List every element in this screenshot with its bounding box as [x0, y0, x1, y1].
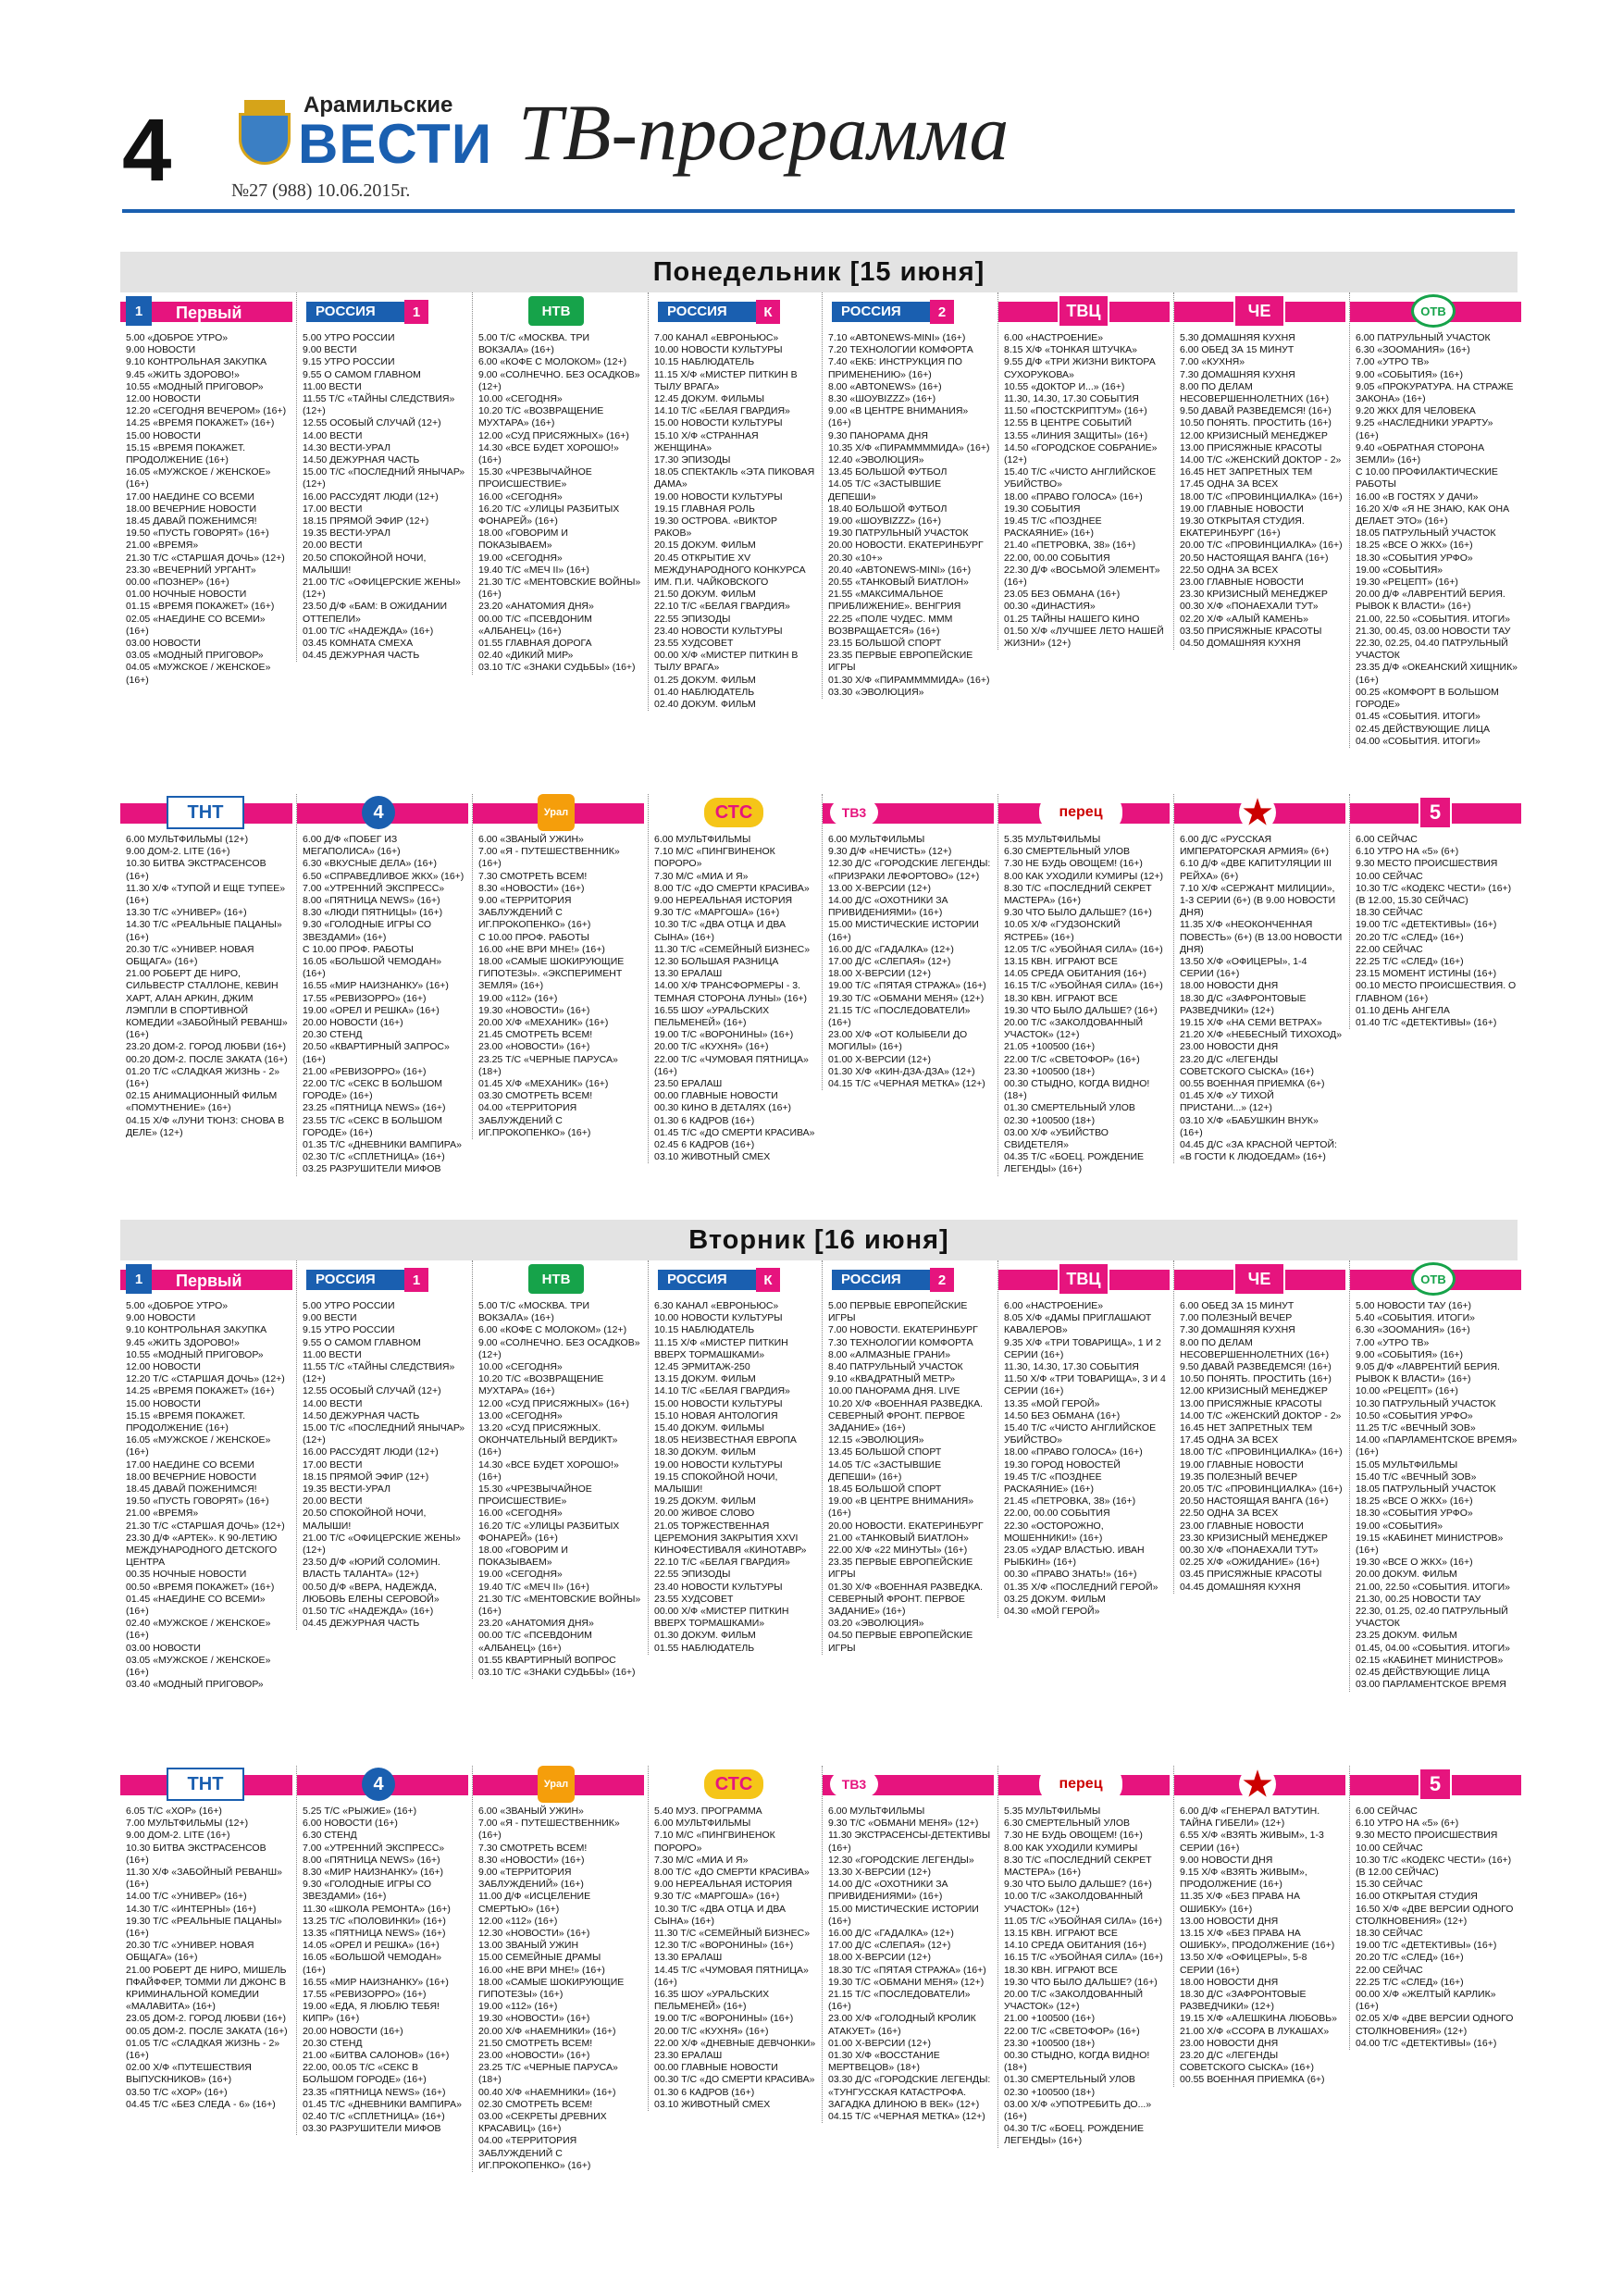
program-list: 6.00 МУЛЬТФИЛЬМЫ 9.30 Т/С «ОБМАНИ МЕНЯ» (12+) 11.30 ЭКСТРАСЕНСЫ-ДЕТЕКТИВЫ (16+) 12.30 «ГОРОДСКИЕ ЛЕГЕНДЫ» 13.30 Х-ВЕРСИИ (12+) 14.00 Д/С «ОХОТНИКИ ЗА ПРИВИДЕНИЯМИ» (16+) 15.00 МИСТИЧЕСКИЕ ИСТОРИИ (16+) 16.00 Д/С «ГАДАЛКА» (12+) 17.00 Д/С «СЛЕПАЯ» (12+) 18.00 Х-ВЕРСИИ (12+) 18.30 Т/С «ПЯТАЯ СТРАЖА» (16+) 19.30 Т/С «ОБМАНИ МЕНЯ» (12+) 21.15 Т/С «ПОСЛЕДОВАТЕЛИ» (16+) 23.00 Х/Ф «ГОЛОДНЫЙ КРОЛИК АТАКУЕТ» (16+) 01.00 Х-ВЕРСИИ (12+) 01.30 Х/Ф «ВОССТАНИЕ МЕРТВЕЦОВ» (18+) 03.30 Д/С «ГОРОДСКИЕ ЛЕГЕНДЫ: «ТУНГУССКАЯ КАТАСТРОФА. ЗАГАДКА ДЛИНОЮ В ВЕК» (12+) 04.15 Т/С «ЧЕРНАЯ МЕТКА» (12+) — [828, 1806, 991, 2123]
program-list: 5.00 Т/С «МОСКВА. ТРИ ВОКЗАЛА» (16+) 6.00 «КОФЕ С МОЛОКОМ» (12+) 9.00 «СОЛНЕЧНО. БЕЗ ОСАДКОВ» (12+) 10.00 «СЕГОДНЯ» 10.20 Т/С «ВОЗВРАЩЕНИЕ МУХТАРА» (16+) 12.00 «СУД ПРИСЯЖНЫХ» (16+) 14.30 «ВСЕ БУДЕТ ХОРОШО!» (16+) 15.30 «ЧРЕЗВЫЧАЙНОЕ ПРОИСШЕСТВИЕ» 16.00 «СЕГОДНЯ» 16.20 Т/С «УЛИЦЫ РАЗБИТЫХ ФОНАРЕЙ» (16+) 18.00 «ГОВОРИМ И ПОКАЗЫВАЕМ» 19.00 «СЕГОДНЯ» 19.40 Т/С «МЕЧ II» (16+) 21.30 Т/С «МЕНТОВСКИЕ ВОЙНЫ» (16+) 23.20 «АНАТОМИЯ ДНЯ» 00.00 Т/С «ПСЕВДОНИМ «АЛБАНЕЦ» (16+) 01.55 ГЛАВНАЯ ДОРОГА 02.40 «ДИКИЙ МИР» 03.10 Т/С «ЗНАКИ СУДЬБЫ» (16+) — [478, 332, 641, 674]
program-list: 5.00 УТРО РОССИИ 9.00 ВЕСТИ 9.15 УТРО РОССИИ 9.55 О САМОМ ГЛАВНОМ 11.00 ВЕСТИ 11.55 Т/С «ТАЙНЫ СЛЕДСТВИЯ» (12+) 12.55 ОСОБЫЙ СЛУЧАЙ (12+) 14.00 ВЕСТИ 14.50 ДЕЖУРНАЯ ЧАСТЬ 15.00 Т/С «ПОСЛЕДНИЙ ЯНЫЧАР» (12+) 16.00 РАССУДЯТ ЛЮДИ (12+) 17.00 ВЕСТИ 18.15 ПРЯМОЙ ЭФИР (12+) 19.35 ВЕСТИ-УРАЛ 20.00 ВЕСТИ 20.50 СПОКОЙНОЙ НОЧИ, МАЛЫШИ! 21.00 Т/С «ОФИЦЕРСКИЕ ЖЕНЫ» (12+) 23.50 Д/Ф «ЮРИЙ СОЛОМИН. ВЛАСТЬ ТАЛАНТА» (12+) 00.50 Д/Ф «ВЕРА, НАДЕЖДА, ЛЮБОВЬ ЕЛЕНЫ СЕРОВОЙ» 01.50 Т/С «НАДЕЖДА» (16+) 04.45 ДЕЖУРНАЯ ЧАСТЬ — [303, 1300, 465, 1630]
channel-logo-тв3 — [823, 1766, 994, 1803]
program-list: 6.00 МУЛЬТФИЛЬМЫ 7.10 М/С «ПИНГВИНЕНОК ПОРОРО» 7.30 М/С «МИА И Я» 8.00 Т/С «ДО СМЕРТИ КРАСИВА» 9.00 НЕРЕАЛЬНАЯ ИСТОРИЯ 9.30 Т/С «МАРГОША» (16+) 10.30 Т/С «ДВА ОТЦА И ДВА СЫНА» (16+) 11.30 Т/С «СЕМЕЙНЫЙ БИЗНЕС» 12.30 БОЛЬШАЯ РАЗНИЦА 13.30 ЕРАЛАШ 14.00 Х/Ф ТРАНСФОРМЕРЫ - 3. ТЕМНАЯ СТОРОНА ЛУНЫ» (16+) 16.55 ШОУ «УРАЛЬСКИХ ПЕЛЬМЕНЕЙ» (16+) 19.00 Т/С «ВОРОНИНЫ» (16+) 20.00 Т/С «КУХНЯ» (16+) 22.00 Т/С «ЧУМОВАЯ ПЯТНИЦА» (16+) 23.50 ЕРАЛАШ 00.00 ГЛАВНЫЕ НОВОСТИ 00.30 КИНО В ДЕТАЛЯХ (16+) 01.30 6 КАДРОВ (16+) 01.45 Т/С «ДО СМЕРТИ КРАСИВА» 02.45 6 КАДРОВ (16+) 03.10 ЖИВОТНЫЙ СМЕХ — [654, 834, 815, 1163]
channel-logo-звезда — [1174, 794, 1345, 831]
tvc-icon: ТВЦ — [1058, 1262, 1109, 1296]
program-list: 5.00 ПЕРВЫЕ ЕВРОПЕЙСКИЕ ИГРЫ 7.00 НОВОСТИ. ЕКАТЕРИНБУРГ 7.30 ТЕХНОЛОГИИ КОМФОРТА 8.00 «АЛМАЗНЫЕ ГРАНИ» 8.40 ПАТРУЛЬНЫЙ УЧАСТОК 9.10 «КВАДРАТНЫЙ МЕТР» 10.00 ПАНОРАМА ДНЯ. LIVE 10.20 Х/Ф «ВОЕННАЯ РАЗВЕДКА. СЕВЕРНЫЙ ФРОНТ. ПЕРВОЕ ЗАДАНИЕ» (16+) 12.15 «ЭВОЛЮЦИЯ» 13.45 БОЛЬШОЙ СПОРТ 14.05 Т/С «ЗАСТЫВШИЕ ДЕПЕШИ» (16+) 18.45 БОЛЬШОЙ СПОРТ 19.00 «В ЦЕНТРЕ ВНИМАНИЯ» (16+) 20.00 НОВОСТИ. ЕКАТЕРИНБУРГ 21.00 «ТАНКОВЫЙ БИАТЛОН» 22.00 Х/Ф «22 МИНУТЫ» (16+) 23.35 ПЕРВЫЕ ЕВРОПЕЙСКИЕ ИГРЫ 01.30 Х/Ф «ВОЕННАЯ РАЗВЕДКА. СЕВЕРНЫЙ ФРОНТ. ПЕРВОЕ ЗАДАНИЕ» (16+) 03.20 «ЭВОЛЮЦИЯ» 04.50 ПЕРВЫЕ ЕВРОПЕЙСКИЕ ИГРЫ — [828, 1300, 984, 1654]
channel-logo-5 — [1350, 794, 1521, 831]
zvezda-star-icon: ★ — [1239, 794, 1276, 831]
otv-icon: ОТВ — [1411, 1262, 1456, 1296]
day-title: Понедельник [15 июня] — [652, 257, 985, 287]
channel-five-icon: 5 — [1419, 796, 1452, 829]
channel-name: Первый — [176, 1272, 242, 1290]
header-rule — [122, 209, 1515, 213]
program-list: 6.00 МУЛЬТФИЛЬМЫ (12+) 9.00 ДОМ-2. LITE (16+) 10.30 БИТВА ЭКСТРАСЕНСОВ (16+) 11.30 Х/Ф «ТУПОЙ И ЕЩЕ ТУПЕЕ» (16+) 13.30 Т/С «УНИВЕР» (16+) 14.30 Т/С «РЕАЛЬНЫЕ ПАЦАНЫ» (16+) 20.30 Т/С «УНИВЕР. НОВАЯ ОБЩАГА» (16+) 21.00 РОБЕРТ ДЕ НИРО, СИЛЬВЕСТР СТАЛЛОНЕ, КЕВИН ХАРТ, АЛАН АРКИН, ДЖИМ ЛЭМПЛИ В СПОРТИВНОЙ КОМЕДИИ «ЗАБОЙНЫЙ РЕВАНШ» (16+) 23.20 ДОМ-2. ГОРОД ЛЮБВИ (16+) 00.20 ДОМ-2. ПОСЛЕ ЗАКАТА (16+) 01.20 Т/С «СЛАДКАЯ ЖИЗНЬ - 2» (16+) 02.15 АНИМАЦИОННЫЙ ФИЛЬМ «ПОМУТНЕНИЕ» (16+) 04.15 Х/Ф «ЛУНИ ТЮНЗ: СНОВА В ДЕЛЕ» (12+) — [126, 834, 288, 1138]
channel-name: РОССИЯ — [841, 304, 901, 319]
channel-name: РОССИЯ — [316, 304, 376, 319]
channel-column — [1349, 1260, 1521, 1692]
ntv-icon: НТВ — [528, 1264, 584, 1294]
channel-column — [822, 1260, 994, 1655]
channel-column — [472, 1260, 644, 1679]
channel-logo-россия-1 — [297, 1260, 468, 1297]
channel-column — [296, 794, 468, 1176]
channel-logo-че — [1174, 1260, 1345, 1297]
channel-logo-тв3 — [823, 794, 994, 831]
che-icon: ЧЕ — [1233, 1262, 1285, 1296]
ntv-icon: НТВ — [528, 296, 584, 326]
channel-column — [822, 1766, 994, 2123]
channel-logo-россия-к — [649, 1260, 820, 1297]
channel-name: Первый — [176, 304, 242, 322]
program-list: 6.05 Т/С «ХОР» (16+) 7.00 МУЛЬТФИЛЬМЫ (12+) 9.00 ДОМ-2. LITE (16+) 10.30 БИТВА ЭКСТРАСЕНСОВ (16+) 11.30 Х/Ф «ЗАБОЙНЫЙ РЕВАНШ» (16+) 14.00 Т/С «УНИВЕР» (16+) 14.30 Т/С «ИНТЕРНЫ» (16+) 19.30 Т/С «РЕАЛЬНЫЕ ПАЦАНЫ» (16+) 20.30 Т/С «УНИВЕР. НОВАЯ ОБЩАГА» (16+) 21.00 РОБЕРТ ДЕ НИРО, МИШЕЛЬ ПФАЙФФЕР, ТОММИ ЛИ ДЖОНС В КРИМИНАЛЬНОЙ КОМЕДИИ «МАЛАВИТА» (16+) 23.05 ДОМ-2. ГОРОД ЛЮБВИ (16+) 00.05 ДОМ-2. ПОСЛЕ ЗАКАТА (16+) 01.05 Т/С «СЛАДКАЯ ЖИЗНЬ - 2» (16+) 02.00 Х/Ф «ПУТЕШЕСТВИЯ ВЫПУСКНИКОВ» (16+) 03.50 Т/С «ХОР» (16+) 04.45 Т/С «БЕЗ СЛЕДА - 6» (16+) — [126, 1806, 288, 2110]
channel-column — [822, 292, 994, 699]
ural-icon: Урал — [538, 794, 575, 831]
channel-name: РОССИЯ — [841, 1272, 901, 1287]
channel-column — [997, 292, 1170, 650]
otv-icon: ОТВ — [1411, 294, 1456, 328]
channel-logo-урал — [473, 794, 644, 831]
channel-number-icon: 2 — [930, 1268, 954, 1292]
program-list: 6.00 «НАСТРОЕНИЕ» 8.15 Х/Ф «ТОНКАЯ ШТУЧКА» 9.55 Д/Ф «ТРИ ЖИЗНИ ВИКТОРА СУХОРУКОВА» 10.55 «ДОКТОР И...» (16+) 11.30, 14.30, 17.30 СОБЫТИЯ 11.50 «ПОСТСКРИПТУМ» (16+) 12.55 В ЦЕНТРЕ СОБЫТИЙ 13.55 «ЛИНИЯ ЗАЩИТЫ» (16+) 14.50 «ГОРОДСКОЕ СОБРАНИЕ» (12+) 15.40 Т/С «ЧИСТО АНГЛИЙСКОЕ УБИЙСТВО» 18.00 «ПРАВО ГОЛОСА» (16+) 19.30 СОБЫТИЯ 19.45 Т/С «ПОЗДНЕЕ РАСКАЯНИЕ» (16+) 21.40 «ПЕТРОВКА, 38» (16+) 22.00, 00.00 СОБЫТИЯ 22.30 Д/Ф «ВОСЬМОЙ ЭЛЕМЕНТ» (16+) 23.05 БЕЗ ОБМАНА (16+) 00.30 «ДИНАСТИЯ» 01.25 ТАЙНЫ НАШЕГО КИНО 01.50 Х/Ф «ЛУЧШЕЕ ЛЕТО НАШЕЙ ЖИЗНИ» (12+) — [1004, 332, 1164, 650]
program-list: 6.00 СЕЙЧАС 6.10 УТРО НА «5» (6+) 9.30 МЕСТО ПРОИСШЕСТВИЯ 10.00 СЕЙЧАС 10.30 Т/С «КОДЕКС ЧЕСТИ» (16+) (В 12.00 СЕЙЧАС) 15.30 СЕЙЧАС 16.00 ОТКРЫТАЯ СТУДИЯ 16.50 Х/Ф «ДВЕ ВЕРСИИ ОДНОГО СТОЛКНОВЕНИЯ» (12+) 18.30 СЕЙЧАС 19.00 Т/С «ДЕТЕКТИВЫ» (16+) 20.20 Т/С «СЛЕД» (16+) 22.00 СЕЙЧАС 22.25 Т/С «СЛЕД» (16+) 00.00 Х/Ф «ЖЕЛТЫЙ КАРЛИК» (16+) 02.05 Х/Ф «ДВЕ ВЕРСИИ ОДНОГО СТОЛКНОВЕНИЯ» (12+) 04.00 Т/С «ДЕТЕКТИВЫ» (16+) — [1356, 1806, 1514, 2049]
program-list: 5.00 Т/С «МОСКВА. ТРИ ВОКЗАЛА» (16+) 6.00 «КОФЕ С МОЛОКОМ» (12+) 9.00 «СОЛНЕЧНО. БЕЗ ОСАДКОВ» (12+) 10.00 «СЕГОДНЯ» 10.20 Т/С «ВОЗВРАЩЕНИЕ МУХТАРА» (16+) 12.00 «СУД ПРИСЯЖНЫХ» (16+) 13.00 «СЕГОДНЯ» 13.20 «СУД ПРИСЯЖНЫХ. ОКОНЧАТЕЛЬНЫЙ ВЕРДИКТ» (16+) 14.30 «ВСЕ БУДЕТ ХОРОШО!» (16+) 15.30 «ЧРЕЗВЫЧАЙНОЕ ПРОИСШЕСТВИЕ» 16.00 «СЕГОДНЯ» 16.20 Т/С «УЛИЦЫ РАЗБИТЫХ ФОНАРЕЙ» (16+) 18.00 «ГОВОРИМ И ПОКАЗЫВАЕМ» 19.00 «СЕГОДНЯ» 19.40 Т/С «МЕЧ II» (16+) 21.30 Т/С «МЕНТОВСКИЕ ВОЙНЫ» (16+) 23.20 «АНАТОМИЯ ДНЯ» 00.00 Т/С «ПСЕВДОНИМ «АЛБАНЕЦ» (16+) 01.55 КВАРТИРНЫЙ ВОПРОС 03.10 Т/С «ЗНАКИ СУДЬБЫ» (16+) — [478, 1300, 641, 1679]
channel-column — [1349, 1766, 1521, 2050]
channel-column — [296, 1260, 468, 1630]
program-list: 6.00 Д/Ф «ГЕНЕРАЛ ВАТУТИН. ТАЙНА ГИБЕЛИ» (12+) 6.55 Х/Ф «ВЗЯТЬ ЖИВЫМ», 1-3 СЕРИИ (16+) 9.00 НОВОСТИ ДНЯ 9.15 Х/Ф «ВЗЯТЬ ЖИВЫМ», ПРОДОЛЖЕНИЕ (16+) 11.35 Х/Ф «БЕЗ ПРАВА НА ОШИБКУ» (16+) 13.00 НОВОСТИ ДНЯ 13.15 Х/Ф «БЕЗ ПРАВА НА ОШИБКУ», ПРОДОЛЖЕНИЕ (16+) 13.50 Х/Ф «ОФИЦЕРЫ», 5-8 СЕРИИ (16+) 18.00 НОВОСТИ ДНЯ 18.30 Д/С «ЗАФРОНТОВЫЕ РАЗВЕДЧИКИ» (12+) 19.15 Х/Ф «АЛЕШКИНА ЛЮБОВЬ» 21.00 Х/Ф «ССОРА В ЛУКАШАХ» 23.00 НОВОСТИ ДНЯ 23.20 Д/С «ЛЕГЕНДЫ СОВЕТСКОГО СЫСКА» (16+) 00.55 ВОЕННАЯ ПРИЕМКА (6+) — [1180, 1806, 1337, 2086]
channel-column — [296, 1766, 468, 2135]
channel-one-icon: 1 — [126, 296, 152, 326]
channel-logo-урал — [473, 1766, 644, 1803]
program-list: 6.00 ОБЕД ЗА 15 МИНУТ 7.00 ПОЛЕЗНЫЙ ВЕЧЕР 7.30 ДОМАШНЯЯ КУХНЯ 8.00 ПО ДЕЛАМ НЕСОВЕРШЕННОЛЕТНИХ (16+) 9.50 ДАВАЙ РАЗВЕДЕМСЯ! (16+) 10.50 ПОНЯТЬ. ПРОСТИТЬ (16+) 12.00 КРИЗИСНЫЙ МЕНЕДЖЕР 13.00 ПРИСЯЖНЫЕ КРАСОТЫ 14.00 Т/С «ЖЕНСКИЙ ДОКТОР - 2» 16.45 НЕТ ЗАПРЕТНЫХ ТЕМ 17.45 ОДНА ЗА ВСЕХ 18.00 Т/С «ПРОВИНЦИАЛКА» (16+) 19.00 ГЛАВНЫЕ НОВОСТИ 19.35 ПОЛЕЗНЫЙ ВЕЧЕР 20.05 Т/С «ПРОВИНЦИАЛКА» (16+) 20.50 НАСТОЯЩАЯ ВАНГА (16+) 22.50 ОДНА ЗА ВСЕХ 23.00 ГЛАВНЫЕ НОВОСТИ 23.30 КРИЗИСНЫЙ МЕНЕДЖЕР 00.30 Х/Ф «ПОНАЕХАЛИ ТУТ» 02.25 Х/Ф «ОЖИДАНИЕ» (16+) 03.45 ПРИСЯЖНЫЕ КРАСОТЫ 04.45 ДОМАШНЯЯ КУХНЯ — [1180, 1300, 1343, 1593]
channel-logo-перец — [998, 1766, 1170, 1803]
channel-logo-стс — [649, 794, 820, 831]
channel-column — [1173, 292, 1345, 650]
channel-column — [1173, 1260, 1345, 1594]
channel-logo-россия-1 — [297, 292, 468, 329]
channel-logo-4-канал — [297, 794, 468, 831]
channel-logo-стс — [649, 1766, 820, 1803]
channel-number-icon: К — [756, 300, 780, 324]
program-list: 6.00 «НАСТРОЕНИЕ» 8.05 Х/Ф «ДАМЫ ПРИГЛАШАЮТ КАВАЛЕРОВ» 9.35 Х/Ф «ТРИ ТОВАРИЩА», 1 И 2 СЕРИИ (16+) 11.30, 14.30, 17.30 СОБЫТИЯ 11.50 Х/Ф «ТРИ ТОВАРИЩА», 3 И 4 СЕРИИ (16+) 13.35 «МОЙ ГЕРОЙ» 14.50 БЕЗ ОБМАНА (16+) 15.40 Т/С «ЧИСТО АНГЛИЙСКОЕ УБИЙСТВО» 18.00 «ПРАВО ГОЛОСА» (16+) 19.30 ГОРОД НОВОСТЕЙ 19.45 Т/С «ПОЗДНЕЕ РАСКАЯНИЕ» (16+) 21.45 «ПЕТРОВКА, 38» (16+) 22.00, 00.00 СОБЫТИЯ 22.30 «ОСТОРОЖНО, МОШЕННИКИ!» (16+) 23.05 «УДАР ВЛАСТЬЮ. ИВАН РЫБКИН» (16+) 00.30 «ПРАВО ЗНАТЬ!» (16+) 01.35 Х/Ф «ПОСЛЕДНИЙ ГЕРОЙ» 03.25 ДОКУМ. ФИЛЬМ 04.30 «МОЙ ГЕРОЙ» — [1004, 1300, 1166, 1618]
channel-logo-твц — [998, 292, 1170, 329]
program-list: 6.00 Д/С «РУССКАЯ ИМПЕРАТОРСКАЯ АРМИЯ» (6+) 6.10 Д/Ф «ДВЕ КАПИТУЛЯЦИИ III РЕЙХА» (6+) 7.10 Х/Ф «СЕРЖАНТ МИЛИЦИИ», 1-3 СЕРИИ (6+) (В 9.00 НОВОСТИ ДНЯ) 11.35 Х/Ф «НЕОКОНЧЕННАЯ ПОВЕСТЬ» (6+) (В 13.00 НОВОСТИ ДНЯ) 13.50 Х/Ф «ОФИЦЕРЫ», 1-4 СЕРИИ (16+) 18.00 НОВОСТИ ДНЯ 18.30 Д/С «ЗАФРОНТОВЫЕ РАЗВЕДЧИКИ» (12+) 19.15 Х/Ф «НА СЕМИ ВЕТРАХ» 21.20 Х/Ф «НЕБЕСНЫЙ ТИХОХОД» 23.00 НОВОСТИ ДНЯ 23.20 Д/С «ЛЕГЕНДЫ СОВЕТСКОГО СЫСКА» (16+) 00.55 ВОЕННАЯ ПРИЕМКА (6+) 01.45 Х/Ф «У ТИХОЙ ПРИСТАНИ...» (12+) 03.10 Х/Ф «БАБУШКИН ВНУК» (16+) 04.45 Д/С «ЗА КРАСНОЙ ЧЕРТОЙ: «В ГОСТИ К ЛЮДОЕДАМ» (16+) — [1180, 834, 1343, 1163]
logo-top-text: Арамильские — [304, 93, 453, 118]
channel-column — [648, 292, 820, 711]
program-list: 7.00 КАНАЛ «ЕВРОНЬЮС» 10.00 НОВОСТИ КУЛЬТУРЫ 10.15 НАБЛЮДАТЕЛЬ 11.15 Х/Ф «МИСТЕР ПИТКИН В ТЫЛУ ВРАГА» 12.45 ДОКУМ. ФИЛЬМЫ 14.10 Т/С «БЕЛАЯ ГВАРДИЯ» 15.00 НОВОСТИ КУЛЬТУРЫ 15.10 Х/Ф «СТРАННАЯ ЖЕНЩИНА» 17.30 ЭПИЗОДЫ 18.05 СПЕКТАКЛЬ «ЭТА ПИКОВАЯ ДАМА» 19.00 НОВОСТИ КУЛЬТУРЫ 19.15 ГЛАВНАЯ РОЛЬ 19.30 ОСТРОВА. «ВИКТОР РАКОВ» 20.15 ДОКУМ. ФИЛЬМ 20.45 ОТКРЫТИЕ XV МЕЖДУНАРОДНОГО КОНКУРСА ИМ. П.И. ЧАЙКОВСКОГО 21.50 ДОКУМ. ФИЛЬМ 22.10 Т/С «БЕЛАЯ ГВАРДИЯ» 22.55 ЭПИЗОДЫ 23.40 НОВОСТИ КУЛЬТУРЫ 23.55 ХУДСОВЕТ 00.00 Х/Ф «МИСТЕР ПИТКИН В ТЫЛУ ВРАГА» 01.25 ДОКУМ. ФИЛЬМ 01.40 НАБЛЮДАТЕЛЬ 02.40 ДОКУМ. ФИЛЬМ — [654, 332, 815, 711]
channel-logo-твц — [998, 1260, 1170, 1297]
channel-logo-нтв — [473, 292, 644, 329]
day-heading — [120, 1220, 1518, 1260]
program-list: 5.35 МУЛЬТФИЛЬМЫ 6.30 СМЕРТЕЛЬНЫЙ УЛОВ 7.30 НЕ БУДЬ ОВОЩЕМ! (16+) 8.00 КАК УХОДИЛИ КУМИРЫ 8.30 Т/С «ПОСЛЕДНИЙ СЕКРЕТ МАСТЕРА» (16+) 9.30 ЧТО БЫЛО ДАЛЬШЕ? (16+) 10.00 Т/С «ЗАКОЛДОВАННЫЙ УЧАСТОК» (12+) 11.05 Т/С «УБОЙНАЯ СИЛА» (16+) 13.15 КВН. ИГРАЮТ ВСЕ 14.10 СРЕДА ОБИТАНИЯ (16+) 16.15 Т/С «УБОЙНАЯ СИЛА» (16+) 18.30 КВН. ИГРАЮТ ВСЕ 19.30 ЧТО БЫЛО ДАЛЬШЕ? (16+) 20.00 Т/С «ЗАКОЛДОВАННЫЙ УЧАСТОК» (12+) 21.00 +100500 (16+) 22.00 Т/С «СВЕТОФОР» (16+) 23.30 +100500 (18+) 00.30 СТЫДНО, КОГДА ВИДНО! (18+) 01.30 СМЕРТЕЛЬНЫЙ УЛОВ 02.30 +100500 (18+) 03.00 Х/Ф «УПОТРЕБИТЬ ДО...» (16+) 04.30 Т/С «БОЕЦ. РОЖДЕНИЕ ЛЕГЕНДЫ» (16+) — [1004, 1806, 1163, 2147]
program-list: 5.00 «ДОБРОЕ УТРО» 9.00 НОВОСТИ 9.10 КОНТРОЛЬНАЯ ЗАКУПКА 9.45 «ЖИТЬ ЗДОРОВО!» 10.55 «МОДНЫЙ ПРИГОВОР» 12.00 НОВОСТИ 12.20 «СЕГОДНЯ ВЕЧЕРОМ» (16+) 14.25 «ВРЕМЯ ПОКАЖЕТ» (16+) 15.00 НОВОСТИ 15.15 «ВРЕМЯ ПОКАЖЕТ. ПРОДОЛЖЕНИЕ (16+) 16.05 «МУЖСКОЕ / ЖЕНСКОЕ» (16+) 17.00 НАЕДИНЕ СО ВСЕМИ 18.00 ВЕЧЕРНИЕ НОВОСТИ 18.45 ДАВАЙ ПОЖЕНИМСЯ! 19.50 «ПУСТЬ ГОВОРЯТ» (16+) 21.00 «ВРЕМЯ» 21.30 Т/С «СТАРШАЯ ДОЧЬ» (12+) 23.30 «ВЕЧЕРНИЙ УРГАНТ» 00.00 «ПОЗНЕР» (16+) 01.00 НОЧНЫЕ НОВОСТИ 01.15 «ВРЕМЯ ПОКАЖЕТ» (16+) 02.05 «НАЕДИНЕ СО ВСЕМИ» (16+) 03.00 НОВОСТИ 03.05 «МОДНЫЙ ПРИГОВОР» 04.05 «МУЖСКОЕ / ЖЕНСКОЕ» (16+) — [126, 332, 287, 686]
program-list: 5.25 Т/С «РЫЖИЕ» (16+) 6.00 НОВОСТИ (16+) 6.30 СТЕНД 7.00 «УТРЕННИЙ ЭКСПРЕСС» 8.00 «ПЯТНИЦА NEWS» (16+) 8.30 «МИР НАИЗНАНКУ» (16+) 9.30 «ГОЛОДНЫЕ ИГРЫ СО ЗВЕЗДАМИ» (16+) 11.30 «ШКОЛА РЕМОНТА» (16+) 13.25 Т/С «ПОЛОВИНКИ» (16+) 13.35 «ПЯТНИЦА NEWS» (16+) 14.05 «ОРЕЛ И РЕШКА» (16+) 16.05 «БОЛЬШОЙ ЧЕМОДАН» (16+) 16.55 «МИР НАИЗНАНКУ» (16+) 17.55 «РЕВИЗОРРО» (16+) 19.00 «ЕДА, Я ЛЮБЛЮ ТЕБЯ! КИПР» (16+) 20.00 НОВОСТИ (16+) 20.30 СТЕНД 21.00 «БИТВА САЛОНОВ» (16+) 22.00, 00.05 Т/С «СЕКС В БОЛЬШОМ ГОРОДЕ» (16+) 23.35 «ПЯТНИЦА NEWS» (16+) 01.45 Т/С «ДНЕВНИКИ ВАМПИРА» 02.40 Т/С «СПЛЕТНИЦА» (16+) 03.30 РАЗРУШИТЕЛИ МИФОВ — [303, 1806, 462, 2135]
channel-four-icon: 4 — [362, 1768, 395, 1801]
channel-logo-тнт — [120, 794, 292, 831]
zvezda-star-icon: ★ — [1239, 1766, 1276, 1803]
program-list: 5.30 ДОМАШНЯЯ КУХНЯ 6.00 ОБЕД ЗА 15 МИНУТ 7.00 «КУХНЯ» 7.30 ДОМАШНЯЯ КУХНЯ 8.00 ПО ДЕЛАМ НЕСОВЕРШЕННОЛЕТНИХ (16+) 9.50 ДАВАЙ РАЗВЕДЕМСЯ! (16+) 10.50 ПОНЯТЬ. ПРОСТИТЬ (16+) 12.00 КРИЗИСНЫЙ МЕНЕДЖЕР 13.00 ПРИСЯЖНЫЕ КРАСОТЫ 14.00 Т/С «ЖЕНСКИЙ ДОКТОР - 2» 16.45 НЕТ ЗАПРЕТНЫХ ТЕМ 17.45 ОДНА ЗА ВСЕХ 18.00 Т/С «ПРОВИНЦИАЛКА» (16+) 19.00 ГЛАВНЫЕ НОВОСТИ 19.30 ОТКРЫТАЯ СТУДИЯ. ЕКАТЕРИНБУРГ (16+) 20.00 Т/С «ПРОВИНЦИАЛКА» (16+) 20.50 НАСТОЯЩАЯ ВАНГА (16+) 22.50 ОДНА ЗА ВСЕХ 23.00 ГЛАВНЫЕ НОВОСТИ 23.30 КРИЗИСНЫЙ МЕНЕДЖЕР 00.30 Х/Ф «ПОНАЕХАЛИ ТУТ» 02.20 Х/Ф «АЛЫЙ КАМЕНЬ» 03.50 ПРИСЯЖНЫЕ КРАСОТЫ 04.50 ДОМАШНЯЯ КУХНЯ — [1180, 332, 1343, 650]
channel-number-icon: 1 — [404, 1268, 428, 1292]
channel-logo-перец — [998, 794, 1170, 831]
channel-column — [120, 1260, 292, 1692]
channel-logo-нтв — [473, 1260, 644, 1297]
channel-logo-россия-2 — [823, 1260, 994, 1297]
page-title: ТВ-программа — [518, 88, 1010, 177]
channel-column — [120, 292, 292, 687]
channel-four-icon: 4 — [362, 796, 395, 829]
channel-logo-4-канал — [297, 1766, 468, 1803]
channel-name: РОССИЯ — [667, 1272, 727, 1287]
channel-logo-че — [1174, 292, 1345, 329]
program-list: 6.00 «ЗВАНЫЙ УЖИН» 7.00 «Я - ПУТЕШЕСТВЕННИК» (16+) 7.30 СМОТРЕТЬ ВСЕМ! 8.30 «НОВОСТИ» (16+) 9.00 «ТЕРРИТОРИЯ ЗАБЛУЖДЕНИЙ С ИГ.ПРОКОПЕНКО» (16+) С 10.00 ПРОФ. РАБОТЫ 16.00 «НЕ ВРИ МНЕ!» (16+) 18.00 «САМЫЕ ШОКИРУЮЩИЕ ГИПОТЕЗЫ». «ЭКСПЕРИМЕНТ ЗЕМЛЯ» (16+) 19.00 «112» (16+) 19.30 «НОВОСТИ» (16+) 20.00 Х/Ф «МЕХАНИК» (16+) 21.45 СМОТРЕТЬ ВСЕМ! 23.00 «НОВОСТИ» (16+) 23.25 Т/С «ЧЕРНЫЕ ПАРУСА» (18+) 01.45 Х/Ф «МЕХАНИК» (16+) 03.30 СМОТРЕТЬ ВСЕМ! 04.00 «ТЕРРИТОРИЯ ЗАБЛУЖДЕНИЙ С ИГ.ПРОКОПЕНКО» (16+) — [478, 834, 625, 1138]
channel-column — [997, 794, 1170, 1176]
logo-big-text: ВЕСТИ — [298, 113, 492, 175]
channel-logo-россия-2 — [823, 292, 994, 329]
program-list: 5.00 УТРО РОССИИ 9.00 ВЕСТИ 9.15 УТРО РОССИИ 9.55 О САМОМ ГЛАВНОМ 11.00 ВЕСТИ 11.55 Т/С «ТАЙНЫ СЛЕДСТВИЯ» (12+) 12.55 ОСОБЫЙ СЛУЧАЙ (12+) 14.00 ВЕСТИ 14.30 ВЕСТИ-УРАЛ 14.50 ДЕЖУРНАЯ ЧАСТЬ 15.00 Т/С «ПОСЛЕДНИЙ ЯНЫЧАР» (12+) 16.00 РАССУДЯТ ЛЮДИ (12+) 17.00 ВЕСТИ 18.15 ПРЯМОЙ ЭФИР (12+) 19.35 ВЕСТИ-УРАЛ 20.00 ВЕСТИ 20.50 СПОКОЙНОЙ НОЧИ, МАЛЫШИ! 21.00 Т/С «ОФИЦЕРСКИЕ ЖЕНЫ» (12+) 23.50 Д/Ф «БАМ: В ОЖИДАНИИ ОТТЕПЕЛИ» 01.00 Т/С «НАДЕЖДА» (16+) 03.45 КОМНАТА СМЕХА 04.45 ДЕЖУРНАЯ ЧАСТЬ — [303, 332, 465, 662]
program-list: 6.00 МУЛЬТФИЛЬМЫ 9.30 Д/Ф «НЕЧИСТЬ» (12+) 12.30 Д/С «ГОРОДСКИЕ ЛЕГЕНДЫ: «ПРИЗРАКИ ЛЕФОРТОВО» (12+) 13.00 Х-ВЕРСИИ (12+) 14.00 Д/С «ОХОТНИКИ ЗА ПРИВИДЕНИЯМИ» (16+) 15.00 МИСТИЧЕСКИЕ ИСТОРИИ (16+) 16.00 Д/С «ГАДАЛКА» (12+) 17.00 Д/С «СЛЕПАЯ» (12+) 18.00 Х-ВЕРСИИ (12+) 19.00 Т/С «ПЯТАЯ СТРАЖА» (16+) 19.30 Т/С «ОБМАНИ МЕНЯ» (12+) 21.15 Т/С «ПОСЛЕДОВАТЕЛИ» (16+) 23.00 Х/Ф «ОТ КОЛЫБЕЛИ ДО МОГИЛЫ» (16+) 01.00 Х-ВЕРСИИ (12+) 01.30 Х/Ф «КИН-ДЗА-ДЗА» (12+) 04.15 Т/С «ЧЕРНАЯ МЕТКА» (12+) — [828, 834, 991, 1090]
channel-number-icon: 1 — [404, 300, 428, 324]
tvc-icon: ТВЦ — [1058, 294, 1109, 328]
channel-column — [472, 1766, 644, 2172]
channel-column — [1349, 292, 1521, 748]
ural-icon: Урал — [538, 1766, 575, 1803]
channel-column — [997, 1260, 1170, 1618]
sts-icon: СТС — [704, 798, 763, 827]
channel-logo-россия-к — [649, 292, 820, 329]
day-title: Вторник [16 июня] — [688, 1225, 949, 1255]
program-list: 5.35 МУЛЬТФИЛЬМЫ 6.30 СМЕРТЕЛЬНЫЙ УЛОВ 7.30 НЕ БУДЬ ОВОЩЕМ! (16+) 8.00 КАК УХОДИЛИ КУМИРЫ (12+) 8.30 Т/С «ПОСЛЕДНИЙ СЕКРЕТ МАСТЕРА» (16+) 9.30 ЧТО БЫЛО ДАЛЬШЕ? (16+) 10.05 Х/Ф «ГУДЗОНСКИЙ ЯСТРЕБ» (16+) 12.05 Т/С «УБОЙНАЯ СИЛА» (16+) 13.15 КВН. ИГРАЮТ ВСЕ 14.05 СРЕДА ОБИТАНИЯ (16+) 16.15 Т/С «УБОЙНАЯ СИЛА» (16+) 18.30 КВН. ИГРАЮТ ВСЕ 19.30 ЧТО БЫЛО ДАЛЬШЕ? (16+) 20.00 Т/С «ЗАКОЛДОВАННЫЙ УЧАСТОК» (12+) 21.05 +100500 (16+) 22.00 Т/С «СВЕТОФОР» (16+) 23.30 +100500 (18+) 00.30 СТЫДНО, КОГДА ВИДНО! (18+) 01.30 СМЕРТЕЛЬНЫЙ УЛОВ 02.30 +100500 (18+) 03.00 Х/Ф «УБИЙСТВО СВИДЕТЕЛЯ» 04.35 Т/С «БОЕЦ. РОЖДЕНИЕ ЛЕГЕНДЫ» (16+) — [1004, 834, 1163, 1175]
channel-column — [120, 794, 292, 1139]
channel-logo-отв — [1350, 292, 1521, 329]
channel-one-icon: 1 — [126, 1264, 152, 1294]
channel-logo-тнт — [120, 1766, 292, 1803]
tv3-icon: ТВ3 — [830, 1771, 878, 1797]
program-list: 5.40 МУЗ. ПРОГРАММА 6.00 МУЛЬТФИЛЬМЫ 7.10 М/С «ПИНГВИНЕНОК ПОРОРО» 7.30 М/С «МИА И Я» 8.00 Т/С «ДО СМЕРТИ КРАСИВА» 9.00 НЕРЕАЛЬНАЯ ИСТОРИЯ 9.30 Т/С «МАРГОША» (16+) 10.30 Т/С «ДВА ОТЦА И ДВА СЫНА» (16+) 11.30 Т/С «СЕМЕЙНЫЙ БИЗНЕС» 12.30 Т/С «ВОРОНИНЫ» (16+) 13.30 ЕРАЛАШ 14.45 Т/С «ЧУМОВАЯ ПЯТНИЦА» (16+) 16.35 ШОУ «УРАЛЬСКИХ ПЕЛЬМЕНЕЙ» (16+) 19.00 Т/С «ВОРОНИНЫ» (16+) 20.00 Т/С «КУХНЯ» (16+) 22.00 Х/Ф «ДНЕВНЫЕ ДЕВЧОНКИ» 23.30 ЕРАЛАШ 00.00 ГЛАВНЫЕ НОВОСТИ 00.30 Т/С «ДО СМЕРТИ КРАСИВА» 01.30 6 КАДРОВ (16+) 03.10 ЖИВОТНЫЙ СМЕХ — [654, 1806, 816, 2110]
channel-five-icon: 5 — [1419, 1768, 1452, 1801]
program-list: 5.00 НОВОСТИ ТАУ (16+) 5.40 «СОБЫТИЯ. ИТОГИ» 6.30 «ЗООМАНИЯ» (16+) 7.00 «УТРО ТВ» 9.00 «СОБЫТИЯ» (16+) 9.05 Д/Ф «ЛАВРЕНТИЙ БЕРИЯ. РЫВОК К ВЛАСТИ» (16+) 10.00 «РЕЦЕПТ» (16+) 10.30 ПАТРУЛЬНЫЙ УЧАСТОК 10.50 «СОБЫТИЯ УРФО» 11.25 Т/С «ВЕЧНЫЙ ЗОВ» 14.00 «ПАРЛАМЕНТСКОЕ ВРЕМЯ» (16+) 15.05 МУЛЬТФИЛЬМЫ 15.40 Т/С «ВЕЧНЫЙ ЗОВ» 18.05 ПАТРУЛЬНЫЙ УЧАСТОК 18.25 «ВСЕ О ЖКХ» (16+) 18.30 «СОБЫТИЯ УРФО» 19.00 «СОБЫТИЯ» 19.15 «КАБИНЕТ МИНИСТРОВ» (16+) 19.30 «ВСЕ О ЖКХ» (16+) 20.00 ДОКУМ. ФИЛЬМ 21.00, 22.50 «СОБЫТИЯ. ИТОГИ» 21.30, 00.25 НОВОСТИ ТАУ 22.30, 01.25, 02.40 ПАТРУЛЬНЫЙ УЧАСТОК 23.25 ДОКУМ. ФИЛЬМ 01.45, 04.00 «СОБЫТИЯ. ИТОГИ» 02.15 «КАБИНЕТ МИНИСТРОВ» 02.45 ДЕЙСТВУЮЩИЕ ЛИЦА 03.00 ПАРЛАМЕНТСКОЕ ВРЕМЯ — [1356, 1300, 1518, 1691]
channel-column — [997, 1766, 1170, 2148]
channel-logo-звезда — [1174, 1766, 1345, 1803]
program-list: 6.00 СЕЙЧАС 6.10 УТРО НА «5» (6+) 9.30 МЕСТО ПРОИСШЕСТВИЯ 10.00 СЕЙЧАС 10.30 Т/С «КОДЕКС ЧЕСТИ» (16+) (В 12.00, 15.30 СЕЙЧАС) 18.30 СЕЙЧАС 19.00 Т/С «ДЕТЕКТИВЫ» (16+) 20.20 Т/С «СЛЕД» (16+) 22.00 СЕЙЧАС 22.25 Т/С «СЛЕД» (16+) 23.15 МОМЕНТ ИСТИНЫ (16+) 00.10 МЕСТО ПРОИСШЕСТВИЯ. О ГЛАВНОМ (16+) 01.10 ДЕНЬ АНГЕЛА 01.40 Т/С «ДЕТЕКТИВЫ» (16+) — [1356, 834, 1517, 1029]
channel-column — [120, 1766, 292, 2111]
channel-column — [1349, 794, 1521, 1029]
program-list: 6.00 ПАТРУЛЬНЫЙ УЧАСТОК 6.30 «ЗООМАНИЯ» (16+) 7.00 «УТРО ТВ» 9.00 «СОБЫТИЯ» (16+) 9.05 «ПРОКУРАТУРА. НА СТРАЖЕ ЗАКОНА» (16+) 9.20 ЖКХ ДЛЯ ЧЕЛОВЕКА 9.25 «НАСЛЕДНИКИ УРАРТУ» (16+) 9.40 «ОБРАТНАЯ СТОРОНА ЗЕМЛИ» (16+) С 10.00 ПРОФИЛАКТИЧЕСКИЕ РАБОТЫ 16.00 «В ГОСТЯХ У ДАЧИ» 16.20 Х/Ф «Я НЕ ЗНАЮ, КАК ОНА ДЕЛАЕТ ЭТО» (16+) 18.05 ПАТРУЛЬНЫЙ УЧАСТОК 18.25 «ВСЕ О ЖКХ» (16+) 18.30 «СОБЫТИЯ УРФО» 19.00 «СОБЫТИЯ» 19.30 «РЕЦЕПТ» (16+) 20.00 Д/Ф «ЛАВРЕНТИЙ БЕРИЯ. РЫВОК К ВЛАСТИ» (16+) 21.00, 22.50 «СОБЫТИЯ. ИТОГИ» 21.30, 00.45, 03.00 НОВОСТИ ТАУ 22.30, 02.25, 04.40 ПАТРУЛЬНЫЙ УЧАСТОК 23.35 Д/Ф «ОКЕАНСКИЙ ХИЩНИК» (16+) 00.25 «КОМФОРТ В БОЛЬШОМ ГОРОДЕ» 01.45 «СОБЫТИЯ. ИТОГИ» 02.45 ДЕЙСТВУЮЩИЕ ЛИЦА 04.00 «СОБЫТИЯ. ИТОГИ» — [1356, 332, 1518, 747]
issue-info: №27 (988) 10.06.2015г. — [231, 180, 411, 201]
channel-logo-отв — [1350, 1260, 1521, 1297]
newspaper-logo — [231, 93, 490, 204]
channel-column — [648, 1766, 820, 2111]
sts-icon: СТС — [704, 1769, 763, 1799]
page-number: 4 — [122, 101, 172, 200]
channel-name: РОССИЯ — [316, 1272, 376, 1287]
crest-icon — [239, 100, 291, 165]
program-list: 6.00 «ЗВАНЫЙ УЖИН» 7.00 «Я - ПУТЕШЕСТВЕННИК» (16+) 7.30 СМОТРЕТЬ ВСЕМ! 8.30 «НОВОСТИ» (16+) 9.00 «ТЕРРИТОРИЯ ЗАБЛУЖДЕНИЙ» (16+) 11.00 Д/Ф «ИСЦЕЛЕНИЕ СМЕРТЬЮ» (16+) 12.00 «112» (16+) 12.30 «НОВОСТИ» (16+) 13.00 ЗВАНЫЙ УЖИН 15.00 СЕМЕЙНЫЕ ДРАМЫ 16.00 «НЕ ВРИ МНЕ!» (16+) 18.00 «САМЫЕ ШОКИРУЮЩИЕ ГИПОТЕЗЫ» (16+) 19.00 «112» (16+) 19.30 «НОВОСТИ» (16+) 20.00 Х/Ф «НАЕМНИКИ» (16+) 21.50 СМОТРЕТЬ ВСЕМ! 23.00 «НОВОСТИ» (16+) 23.25 Т/С «ЧЕРНЫЕ ПАРУСА» (18+) 00.40 Х/Ф «НАЕМНИКИ» (16+) 02.30 СМОТРЕТЬ ВСЕМ! 03.00 «СЕКРЕТЫ ДРЕВНИХ КРАСАВИЦ» (16+) 04.00 «ТЕРРИТОРИЯ ЗАБЛУЖДЕНИЙ С ИГ.ПРОКОПЕНКО» (16+) — [478, 1806, 625, 2171]
program-list: 6.30 КАНАЛ «ЕВРОНЬЮС» 10.00 НОВОСТИ КУЛЬТУРЫ 10.15 НАБЛЮДАТЕЛЬ 11.15 Х/Ф «МИСТЕР ПИТКИН ВВЕРХ ТОРМАШКАМИ» 12.45 ЭРМИТАЖ-250 13.15 ДОКУМ. ФИЛЬМ 14.10 Т/С «БЕЛАЯ ГВАРДИЯ» 15.00 НОВОСТИ КУЛЬТУРЫ 15.10 НОВАЯ АНТОЛОГИЯ 15.40 ДОКУМ. ФИЛЬМЫ 18.05 НЕИЗВЕСТНАЯ ЕВРОПА 18.30 ДОКУМ. ФИЛЬМ 19.00 НОВОСТИ КУЛЬТУРЫ 19.15 СПОКОЙНОЙ НОЧИ, МАЛЫШИ! 19.25 ДОКУМ. ФИЛЬМ 20.00 ЖИВОЕ СЛОВО 21.05 ТОРЖЕСТВЕННАЯ ЦЕРЕМОНИЯ ЗАКРЫТИЯ XXVI КИНОФЕСТИВАЛЯ «КИНОТАВР» 22.10 Т/С «БЕЛАЯ ГВАРДИЯ» 22.55 ЭПИЗОДЫ 23.40 НОВОСТИ КУЛЬТУРЫ 23.55 ХУДСОВЕТ 00.00 Х/Ф «МИСТЕР ПИТКИН ВВЕРХ ТОРМАШКАМИ» 01.30 ДОКУМ. ФИЛЬМ 01.55 НАБЛЮДАТЕЛЬ — [654, 1300, 807, 1654]
tnt-icon: ТНТ — [167, 1768, 244, 1801]
channel-column — [648, 794, 820, 1163]
program-list: 7.10 «ABTONEWS-MINI» (16+) 7.20 ТЕХНОЛОГИИ КОМФОРТА 7.40 «ЕКБ: ИНСТРУКЦИЯ ПО ПРИМЕНЕНИЮ» (16+) 8.00 «ABTONEWS» (16+) 8.30 «ШОУBIZZZ» (16+) 9.00 «В ЦЕНТРЕ ВНИМАНИЯ» (16+) 9.30 ПАНОРАМА ДНЯ 10.35 Х/Ф «ПИРАММММИДА» (16+) 12.40 «ЭВОЛЮЦИЯ» 13.45 БОЛЬШОЙ ФУТБОЛ 14.05 Т/С «ЗАСТЫВШИЕ ДЕПЕШИ» 18.40 БОЛЬШОЙ ФУТБОЛ 19.00 «ШОУBIZZZ» (16+) 19.30 ПАТРУЛЬНЫЙ УЧАСТОК 20.00 НОВОСТИ. ЕКАТЕРИНБУРГ 20.30 «10+» 20.40 «ABTONEWS-MINI» (16+) 20.55 «ТАНКОВЫЙ БИАТЛОН» 21.55 «МАКСИМАЛЬНОЕ ПРИБЛИЖЕНИЕ». ВЕНГРИЯ 22.25 «ПОЛЕ ЧУДЕС. МММ ВОЗВРАЩАЕТСЯ» (16+) 23.15 БОЛЬШОЙ СПОРТ 23.35 ПЕРВЫЕ ЕВРОПЕЙСКИЕ ИГРЫ 01.30 Х/Ф «ПИРАММММИДА» (16+) 03.30 «ЭВОЛЮЦИЯ» — [828, 332, 990, 698]
channel-column — [296, 292, 468, 662]
channel-logo-5 — [1350, 1766, 1521, 1803]
channel-column — [822, 794, 994, 1090]
channel-logo-первый — [120, 1260, 292, 1297]
day-heading — [120, 252, 1518, 292]
perets-icon: перец — [1039, 1766, 1122, 1803]
channel-name: РОССИЯ — [667, 304, 727, 319]
channel-column — [1173, 1766, 1345, 2087]
channel-column — [1173, 794, 1345, 1163]
page-header — [0, 0, 1623, 222]
che-icon: ЧЕ — [1233, 294, 1285, 328]
channel-number-icon: К — [756, 1268, 780, 1292]
channel-number-icon: 2 — [930, 300, 954, 324]
channel-column — [648, 1260, 820, 1655]
channel-column — [472, 292, 644, 675]
program-list: 5.00 «ДОБРОЕ УТРО» 9.00 НОВОСТИ 9.10 КОНТРОЛЬНАЯ ЗАКУПКА 9.45 «ЖИТЬ ЗДОРОВО!» 10.55 «МОДНЫЙ ПРИГОВОР» 12.00 НОВОСТИ 12.20 Т/С «СТАРШАЯ ДОЧЬ» (12+) 14.25 «ВРЕМЯ ПОКАЖЕТ» (16+) 15.00 НОВОСТИ 15.15 «ВРЕМЯ ПОКАЖЕТ. ПРОДОЛЖЕНИЕ (16+) 16.05 «МУЖСКОЕ / ЖЕНСКОЕ» (16+) 17.00 НАЕДИНЕ СО ВСЕМИ 18.00 ВЕЧЕРНИЕ НОВОСТИ 18.45 ДАВАЙ ПОЖЕНИМСЯ! 19.50 «ПУСТЬ ГОВОРЯТ» (16+) 21.00 «ВРЕМЯ» 21.30 Т/С «СТАРШАЯ ДОЧЬ» (12+) 23.30 Д/Ф «АРТЕК». К 90-ЛЕТИЮ МЕЖДУНАРОДНОГО ДЕТСКОГО ЦЕНТРА 00.35 НОЧНЫЕ НОВОСТИ 00.50 «ВРЕМЯ ПОКАЖЕТ» (16+) 01.45 «НАЕДИНЕ СО ВСЕМИ» (16+) 02.40 «МУЖСКОЕ / ЖЕНСКОЕ» (16+) 03.00 НОВОСТИ 03.05 «МУЖСКОЕ / ЖЕНСКОЕ» (16+) 03.40 «МОДНЫЙ ПРИГОВОР» — [126, 1300, 285, 1691]
channel-logo-первый — [120, 292, 292, 329]
channel-column — [472, 794, 644, 1139]
tnt-icon: ТНТ — [167, 796, 244, 829]
tv3-icon: ТВ3 — [830, 800, 878, 825]
program-list: 6.00 Д/Ф «ПОБЕГ ИЗ МЕГАПОЛИСА» (16+) 6.30 «ВКУСНЫЕ ДЕЛА» (16+) 6.50 «СПРАВЕДЛИВОЕ ЖКХ» (16+) 7.00 «УТРЕННИЙ ЭКСПРЕСС» 8.00 «ПЯТНИЦА NEWS» (16+) 8.30 «ЛЮДИ ПЯТНИЦЫ» (16+) 9.30 «ГОЛОДНЫЕ ИГРЫ СО ЗВЕЗДАМИ» (16+) С 10.00 ПРОФ. РАБОТЫ 16.05 «БОЛЬШОЙ ЧЕМОДАН» (16+) 16.55 «МИР НАИЗНАНКУ» (16+) 17.55 «РЕВИЗОРРО» (16+) 19.00 «ОРЕЛ И РЕШКА» (16+) 20.00 НОВОСТИ (16+) 20.30 СТЕНД 20.50 «КВАРТИРНЫЙ ЗАПРОС» (16+) 21.00 «РЕВИЗОРРО» (16+) 22.00 Т/С «СЕКС В БОЛЬШОМ ГОРОДЕ» (16+) 23.25 «ПЯТНИЦА NEWS» (16+) 23.55 Т/С «СЕКС В БОЛЬШОМ ГОРОДЕ» (16+) 01.35 Т/С «ДНЕВНИКИ ВАМПИРА» 02.30 Т/С «СПЛЕТНИЦА» (16+) 03.25 РАЗРУШИТЕЛИ МИФОВ — [303, 834, 465, 1175]
perets-icon: перец — [1039, 794, 1122, 831]
